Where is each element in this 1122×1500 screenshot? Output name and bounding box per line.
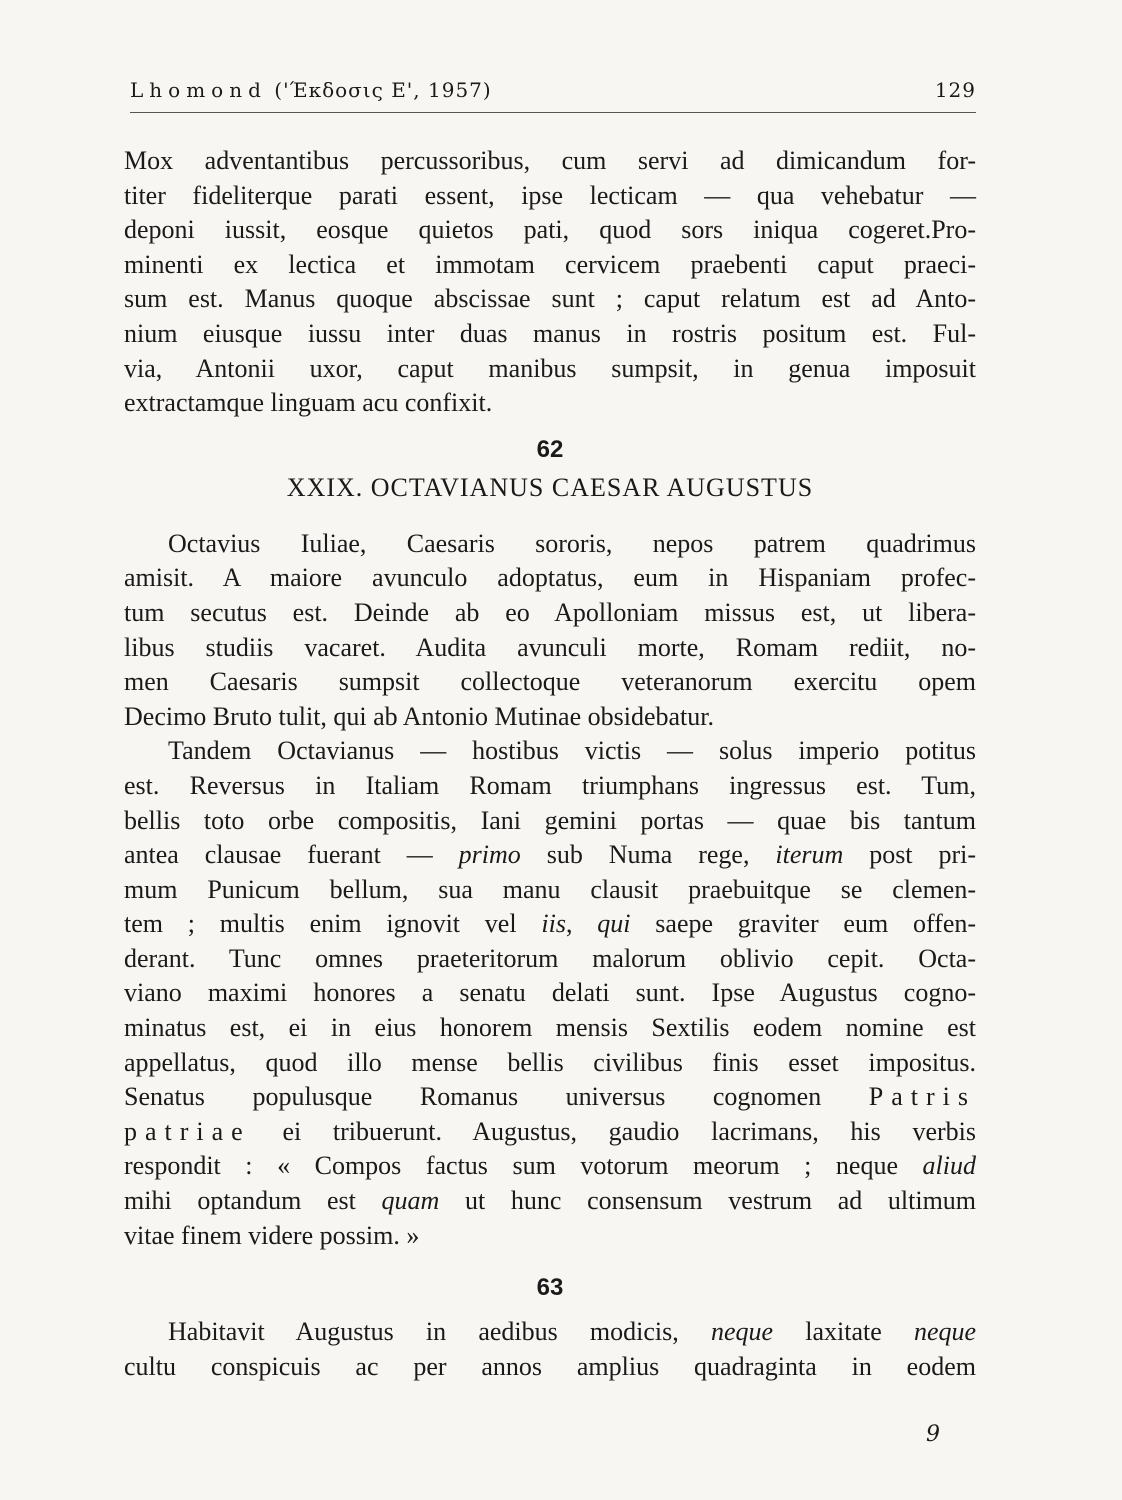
text-line: viano maximi honores a senatu delati sunt. Ipse Augustus cogno- bbox=[124, 978, 976, 1008]
text-line bbox=[124, 838, 976, 873]
text-line: Octavius Iuliae, Caesaris sororis, nepos patrem quadrimus bbox=[168, 528, 976, 558]
text-line bbox=[124, 1149, 976, 1184]
paragraph-3 bbox=[124, 734, 976, 1253]
text-line bbox=[124, 1184, 976, 1219]
italic-word: neque bbox=[913, 1317, 977, 1347]
page-body bbox=[124, 144, 976, 1384]
text-line: Decimo Bruto tulit, qui ab Antonio Mutinae obsidebatur. bbox=[124, 701, 714, 731]
text-run: ei tribuerunt. Augustus, gaudio lacrimans, his verbis bbox=[282, 1116, 977, 1146]
spaced-word: Patris bbox=[868, 1082, 976, 1112]
text-line: cultu conspicuis ac per annos amplius quadraginta in eodem bbox=[124, 1351, 976, 1381]
text-line: libus studiis vacaret. Audita avunculi morte, Romam rediit, no- bbox=[124, 632, 976, 662]
text-line: amisit. A maiore avunculo adoptatus, eum in Hispaniam profec- bbox=[124, 563, 976, 593]
text-line: bellis toto orbe compositis, Iani gemini portas — quae bis tantum bbox=[124, 805, 976, 835]
section-number-62: 62 bbox=[536, 435, 564, 463]
text-line: est. Reversus in Italiam Romam triumphans ingressus est. Tum, bbox=[124, 770, 976, 800]
section-number-63: 63 bbox=[536, 1274, 564, 1302]
text-run: post pri- bbox=[869, 840, 976, 870]
italic-word: qui bbox=[597, 909, 631, 939]
text-line bbox=[124, 1115, 976, 1150]
text-run: respondit : « Compos factus sum votorum meorum ; neque bbox=[124, 1151, 898, 1181]
italic-word: neque bbox=[710, 1317, 774, 1347]
text-run: Senatus populusque Romanus universus cognomen bbox=[124, 1082, 822, 1112]
text-line: vitae finem videre possim. » bbox=[124, 1220, 420, 1250]
italic-word: iterum bbox=[775, 840, 844, 870]
italic-word: iis bbox=[541, 909, 566, 939]
header-edition: ('Έκδοσις Ε', 1957) bbox=[274, 78, 492, 102]
text-line: nium eiusque iussu inter duas manus in rostris positum est. Ful- bbox=[124, 318, 976, 348]
text-run: tem ; multis enim ignovit vel bbox=[124, 909, 517, 939]
text-line bbox=[124, 1315, 976, 1350]
chapter-title: XXIX. OCTAVIANUS CAESAR AUGUSTUS bbox=[286, 472, 814, 502]
text-run: antea clausae fuerant — bbox=[124, 840, 433, 870]
text-line: minenti ex lectica et immotam cervicem praebenti caput praeci- bbox=[124, 249, 976, 279]
paragraph-2 bbox=[124, 527, 976, 735]
text-line: extractamque linguam acu confixit. bbox=[124, 388, 493, 418]
header-rule bbox=[130, 112, 976, 113]
text-line: appellatus, quod illo mense bellis civilibus finis esset impositus. bbox=[124, 1047, 976, 1077]
spaced-word: patriae bbox=[124, 1116, 251, 1146]
text-line: Mox adventantibus percussoribus, cum servi ad dimicandum for- bbox=[124, 146, 976, 175]
text-run: ut hunc consensum vestrum ad ultimum bbox=[465, 1186, 977, 1216]
text-line: sum est. Manus quoque abscissae sunt ; caput relatum est ad Anto- bbox=[124, 284, 976, 314]
text-line: titer fideliterque parati essent, ipse lecticam — qua vehebatur — bbox=[124, 180, 976, 210]
text-line: mum Punicum bellum, sua manu clausit praebuitque se clemen- bbox=[124, 874, 976, 904]
text-line: tum secutus est. Deinde ab eo Apolloniam missus est, ut libera- bbox=[124, 597, 976, 627]
text-run: Habitavit Augustus in aedibus modicis, bbox=[168, 1317, 679, 1347]
text-run: laxitate bbox=[805, 1317, 882, 1347]
header-author: Lhomond bbox=[130, 78, 267, 102]
italic-word: aliud bbox=[922, 1151, 976, 1181]
page-number: 129 bbox=[934, 78, 976, 102]
text-run: mihi optandum est bbox=[124, 1186, 356, 1216]
italic-word: primo bbox=[458, 840, 521, 870]
text-line: derant. Tunc omnes praeteritorum malorum oblivio cepit. Octa- bbox=[124, 943, 976, 973]
text-line: deponi iussit, eosque quietos pati, quod sors iniqua cogeret.Pro- bbox=[124, 215, 976, 245]
text-line bbox=[124, 1080, 976, 1115]
text-run: sub Numa rege, bbox=[546, 840, 750, 870]
text-line bbox=[124, 907, 976, 942]
running-header bbox=[130, 78, 976, 102]
header-title bbox=[130, 78, 492, 102]
paragraph-4 bbox=[124, 1315, 976, 1384]
text-line: men Caesaris sumpsit collectoque veteranorum exercitu opem bbox=[124, 667, 976, 697]
text-line: Tandem Octavianus — hostibus victis — solus imperio potitus bbox=[168, 736, 976, 766]
text-run: , bbox=[565, 909, 573, 939]
signature-mark: 9 bbox=[926, 1422, 940, 1447]
paragraph-1 bbox=[124, 144, 976, 421]
text-line: via, Antonii uxor, caput manibus sumpsit, in genua imposuit bbox=[124, 353, 976, 383]
italic-word: quam bbox=[381, 1186, 440, 1216]
text-run: saepe graviter eum offen- bbox=[655, 909, 977, 939]
text-line: minatus est, ei in eius honorem mensis Sextilis eodem nomine est bbox=[124, 1013, 976, 1043]
